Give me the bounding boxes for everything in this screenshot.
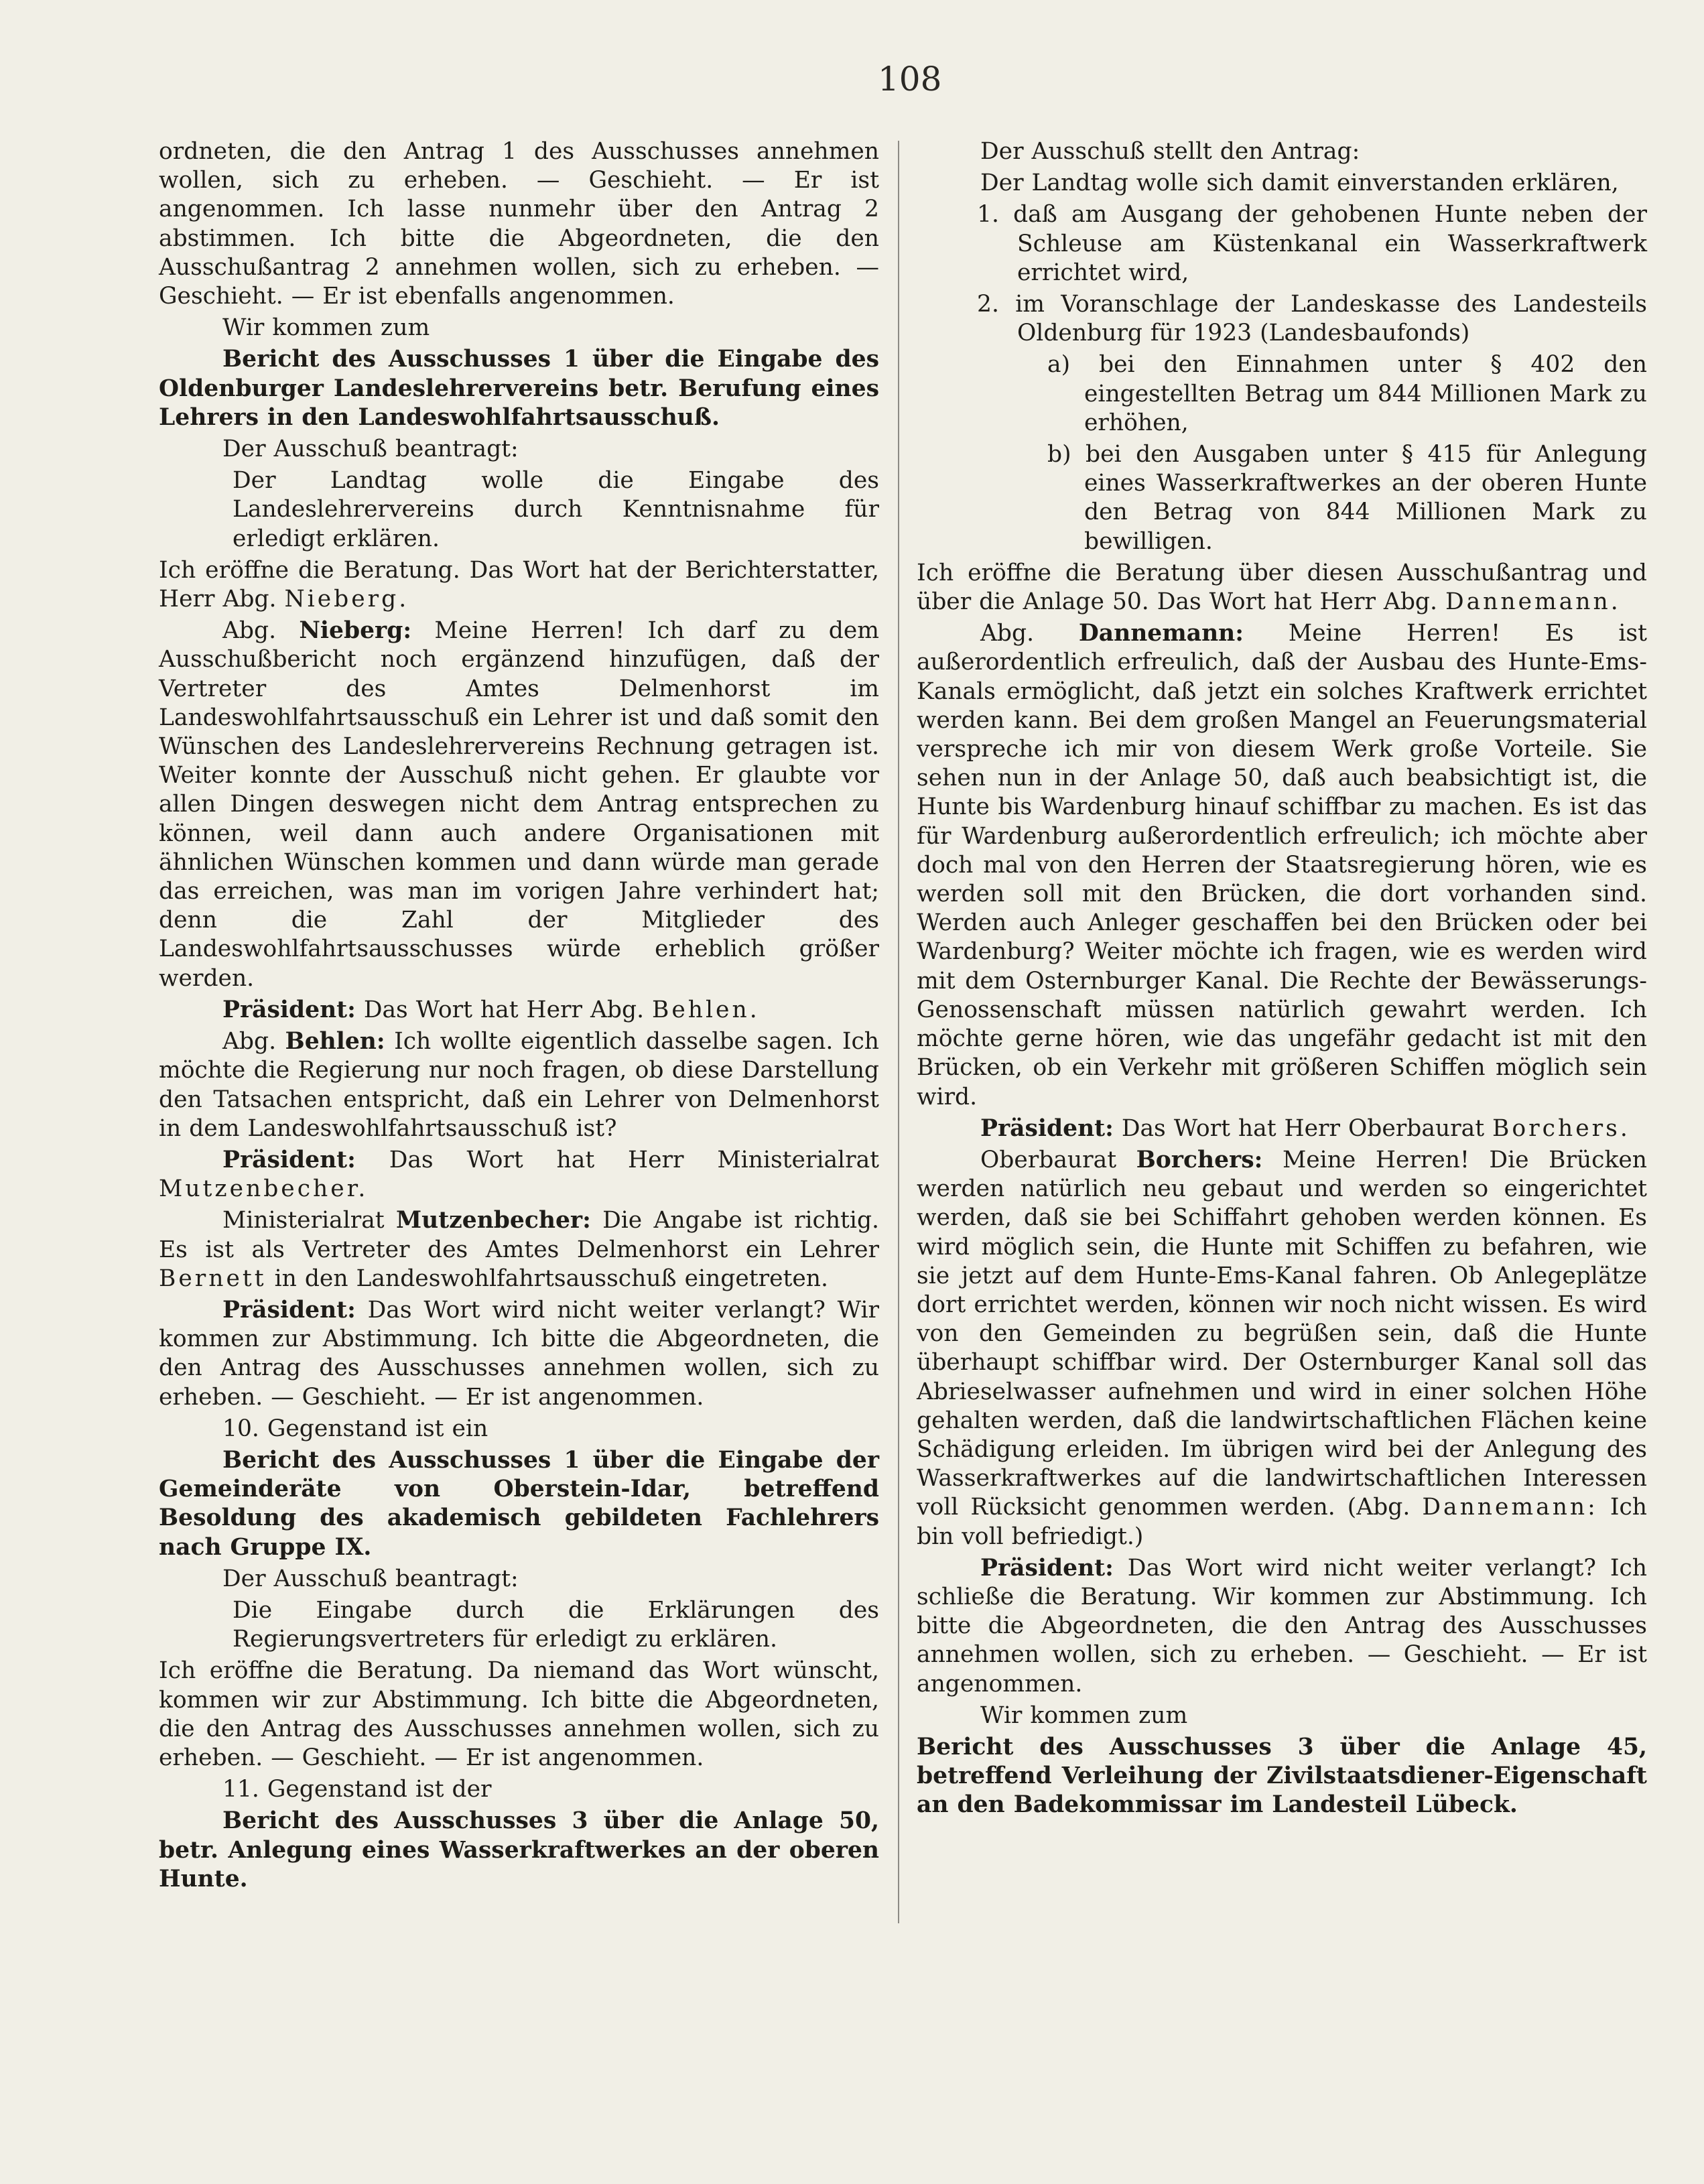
text: Abg. <box>980 620 1035 647</box>
person-name: Bernett <box>159 1265 267 1292</box>
text: Ich bin voll befriedigt.) <box>917 1494 1648 1550</box>
text: Das Wort wird nicht weiter verlangt? Wir kommen zur Abstimmung. Ich bitte die Abgeordneten, die den Antrag des Ausschusses annehmen wollen, sich zu erheben. — Geschieht. — Er ist angenommen. <box>159 1296 879 1411</box>
speaker-label: Präsident: <box>222 1296 356 1324</box>
text: Ich eröffne die Beratung. Das Wort hat der Berichterstatter, Herr Abg. <box>159 556 879 613</box>
text: Abg. <box>222 617 277 645</box>
section-heading: Bericht des Ausschusses 1 über die Eingabe der Gemeinderäte von Oberstein-Idar, betreffend Besoldung des akademisch gebildeten Fachlehrers nach Gruppe IX. <box>159 1446 879 1561</box>
speaker-name: Dannemann. <box>1445 588 1621 616</box>
speaker-name: Dannemann: <box>1078 620 1244 647</box>
speech <box>917 1114 1647 1143</box>
speaker-label: Präsident: <box>222 996 356 1023</box>
speech <box>159 1206 879 1293</box>
paragraph: Der Ausschuß beantragt: <box>222 1565 519 1592</box>
motion-text: Die Eingabe durch die Erklärungen des Regierungsvertreters für erledigt zu erklären. <box>233 1596 879 1653</box>
paragraph: 10. Gegenstand ist ein <box>222 1415 488 1442</box>
text: Oberbaurat <box>980 1146 1117 1173</box>
speaker-label: Präsident: <box>980 1114 1114 1142</box>
speaker-label: Präsident: <box>222 1146 356 1173</box>
text: Das Wort hat Herr Oberbaurat <box>1121 1114 1485 1142</box>
text: Das Wort hat Herr Ministerialrat <box>389 1146 879 1173</box>
speaker-name: Mutzenbecher. <box>159 1175 369 1203</box>
list-subitem: a) bei den Einnahmen unter § 402 den eingestellten Betrag um 844 Millionen Mark zu erhöhen, <box>1047 351 1647 436</box>
paragraph: Wir kommen zum <box>980 1701 1188 1729</box>
paragraph <box>917 559 1647 617</box>
list-item: 2. im Voranschlage der Landeskasse des Landesteils Oldenburg für 1923 (Landesbaufonds) <box>977 291 1647 347</box>
speech <box>917 619 1647 1111</box>
paragraph: 11. Gegenstand ist der <box>222 1776 492 1803</box>
text: Ich wollte eigentlich dasselbe sagen. Ich möchte die Regierung nur noch fragen, ob diese Darstellung den Tatsachen entspricht, daß ein Lehrer von Delmenhorst in dem Landeswohlfahrtsausschuß ist? <box>159 1028 880 1142</box>
speaker-name: Mutzenbecher: <box>395 1207 591 1234</box>
right-column <box>917 137 1647 1823</box>
left-column <box>159 137 879 1897</box>
speaker-name: Behlen: <box>285 1028 385 1055</box>
text: Ministerialrat <box>222 1207 385 1234</box>
paragraph: Der Ausschuß beantragt: <box>222 436 519 463</box>
list-item: 1. daß am Ausgang der gehobenen Hunte neben der Schleuse am Küstenkanal ein Wasserkraftwerk errichtet wird, <box>977 201 1647 286</box>
paragraph: ordneten, die den Antrag 1 des Ausschusses annehmen wollen, sich zu erheben. — Geschieht. — Er ist angenommen. Ich lasse nunmehr über den Antrag 2 abstimmen. Ich bitte die Abgeordneten, die den Ausschußantrag 2 annehmen wollen, sich zu erheben. — Geschieht. — Er ist ebenfalls angenommen. <box>159 138 879 310</box>
speech <box>917 1146 1647 1551</box>
paragraph: Wir kommen zum <box>222 314 430 342</box>
text: Das Wort hat Herr Abg. <box>363 996 645 1023</box>
motion-text: Der Landtag wolle sich damit einverstanden erklären, <box>980 170 1619 197</box>
speaker-name: Behlen. <box>652 996 760 1023</box>
text: Die Angabe ist richtig. Es ist als Vertreter des Amtes Delmenhorst ein Lehrer <box>159 1207 880 1263</box>
speaker-label: Präsident: <box>980 1554 1114 1582</box>
speaker-name: Nieberg: <box>299 617 412 645</box>
list-subitem: b) bei den Ausgaben unter § 415 für Anlegung eines Wasserkraftwerkes an der oberen Hunte den Betrag von 844 Millionen Mark zu bewilligen. <box>1047 441 1647 555</box>
text: Meine Herren! Ich darf zu dem Ausschußbericht noch ergänzend hinzufügen, daß der Vertreter des Amtes Delmenhorst im Landeswohlfahrtsausschuß ein Lehrer ist und daß somit den Wünschen des Landeslehrervereins Rechnung getragen ist. Weiter konnte der Ausschuß nicht gehen. Er glaubte vor allen Dingen deswegen nicht dem Antrag entsprechen zu können, weil dann auch andere Organisationen mit ähnlichen Wünschen kommen und dann würde man gerade das erreichen, was man im vorigen Jahre verhindert hat; denn die Zahl der Mitglieder des Landeswohlfahrtsausschusses würde erheblich größer werden. <box>159 617 880 992</box>
speech <box>159 996 879 1025</box>
text: Meine Herren! Es ist außerordentlich erfreulich, daß der Ausbau des Hunte-Ems-Kanals ermöglicht, daß jetzt ein solches Kraftwerk errichtet werden kann. Bei dem großen Mangel an Feuerungsmaterial verspreche ich mir von diesem Werk große Vorteile. Sie sehen nun in der Anlage 50, daß auch beabsichtigt ist, die Hunte bis Wardenburg hinauf schiffbar zu machen. Es ist das für Wardenburg außerordentlich erfreulich; ich möchte aber doch mal von den Herren der Staatsregierung hören, wie es werden soll mit den Brücken, die dort vorhanden sind. Werden auch Anleger geschaffen bei den Brücken oder bei Wardenburg? Weiter möchte ich fragen, wie es werden wird mit dem Osternburger Kanal. Die Rechte der Bewässerungs-Genossenschaft müssen natürlich gewahrt werden. Ich möchte gerne hören, wie das ungefähr gedacht ist mit den Brücken, ob ein Verkehr mit größeren Schiffen möglich sein wird. <box>917 620 1648 1110</box>
speaker-name: Borchers. <box>1492 1114 1630 1142</box>
speech <box>159 1146 879 1204</box>
text: Das Wort wird nicht weiter verlangt? Ich schließe die Beratung. Wir kommen zur Abstimmung. Ich bitte die Abgeordneten, die den Antrag des Ausschusses annehmen wollen, sich zu erheben. — Geschieht. — Er ist angenommen. <box>917 1554 1648 1697</box>
person-name: Dannemann: <box>1422 1494 1598 1521</box>
speaker-name: Nieberg. <box>284 586 409 613</box>
section-heading: Bericht des Ausschusses 3 über die Anlage 45, betreffend Verleihung der Zivilstaatsdiener-Eigenschaft an den Badekommissar im Landesteil Lübeck. <box>917 1733 1647 1819</box>
paragraph <box>159 556 879 614</box>
speech <box>159 1027 879 1143</box>
paragraph: Ich eröffne die Beratung. Da niemand das Wort wünscht, kommen wir zur Abstimmung. Ich bitte die Abgeordneten, die den Antrag des Ausschusses annehmen wollen, sich zu erheben. — Geschieht. — Er ist angenommen. <box>159 1657 879 1771</box>
motion-text: Der Landtag wolle die Eingabe des Landeslehrervereins durch Kenntnisnahme für erledigt erklären. <box>233 467 879 552</box>
speaker-name: Borchers: <box>1136 1146 1263 1173</box>
text: Meine Herren! Die Brücken werden natürlich neu gebaut und werden so eingerichtet werden, daß sie bei Schiffahrt gehoben werden können. Es wird möglich sein, die Hunte mit Schiffen zu befahren, wie sie jetzt auf dem Hunte-Ems-Kanal fahren. Ob Anlegeplätze dort errichtet werden, können wir noch nicht wissen. Es wird von den Gemeinden zu begrüßen sein, daß die Hunte überhaupt schiffbar wird. Der Osternburger Kanal soll das Abrieselwasser aufnehmen und wird in einer solchen Höhe gehalten werden, daß die landwirtschaftlichen Flächen keine Schädigung erleiden. Im übrigen wird bei der Anlegung des Wasserkraftwerkes auf die landwirtschaftlichen Interessen voll Rücksicht genommen werden. (Abg. <box>917 1146 1648 1521</box>
speech <box>159 1296 879 1412</box>
section-heading: Bericht des Ausschusses 1 über die Eingabe des Oldenburger Landeslehrervereins betr. Berufung eines Lehrers in den Landeswohlfahrtsausschuß. <box>159 346 879 431</box>
text: Abg. <box>222 1028 277 1055</box>
section-heading: Bericht des Ausschusses 3 über die Anlage 50, betr. Anlegung eines Wasserkraftwerkes an der oberen Hunte. <box>159 1807 879 1892</box>
paragraph: Der Ausschuß stellt den Antrag: <box>980 138 1360 165</box>
speech <box>917 1554 1647 1699</box>
column-divider <box>898 141 899 1923</box>
text: in den Landeswohlfahrtsausschuß eingetreten. <box>274 1265 828 1292</box>
page-number: 108 <box>878 60 942 99</box>
speech <box>159 617 879 993</box>
text: Ich eröffne die Beratung über diesen Ausschußantrag und über die Anlage 50. Das Wort hat Herr Abg. <box>917 559 1647 616</box>
